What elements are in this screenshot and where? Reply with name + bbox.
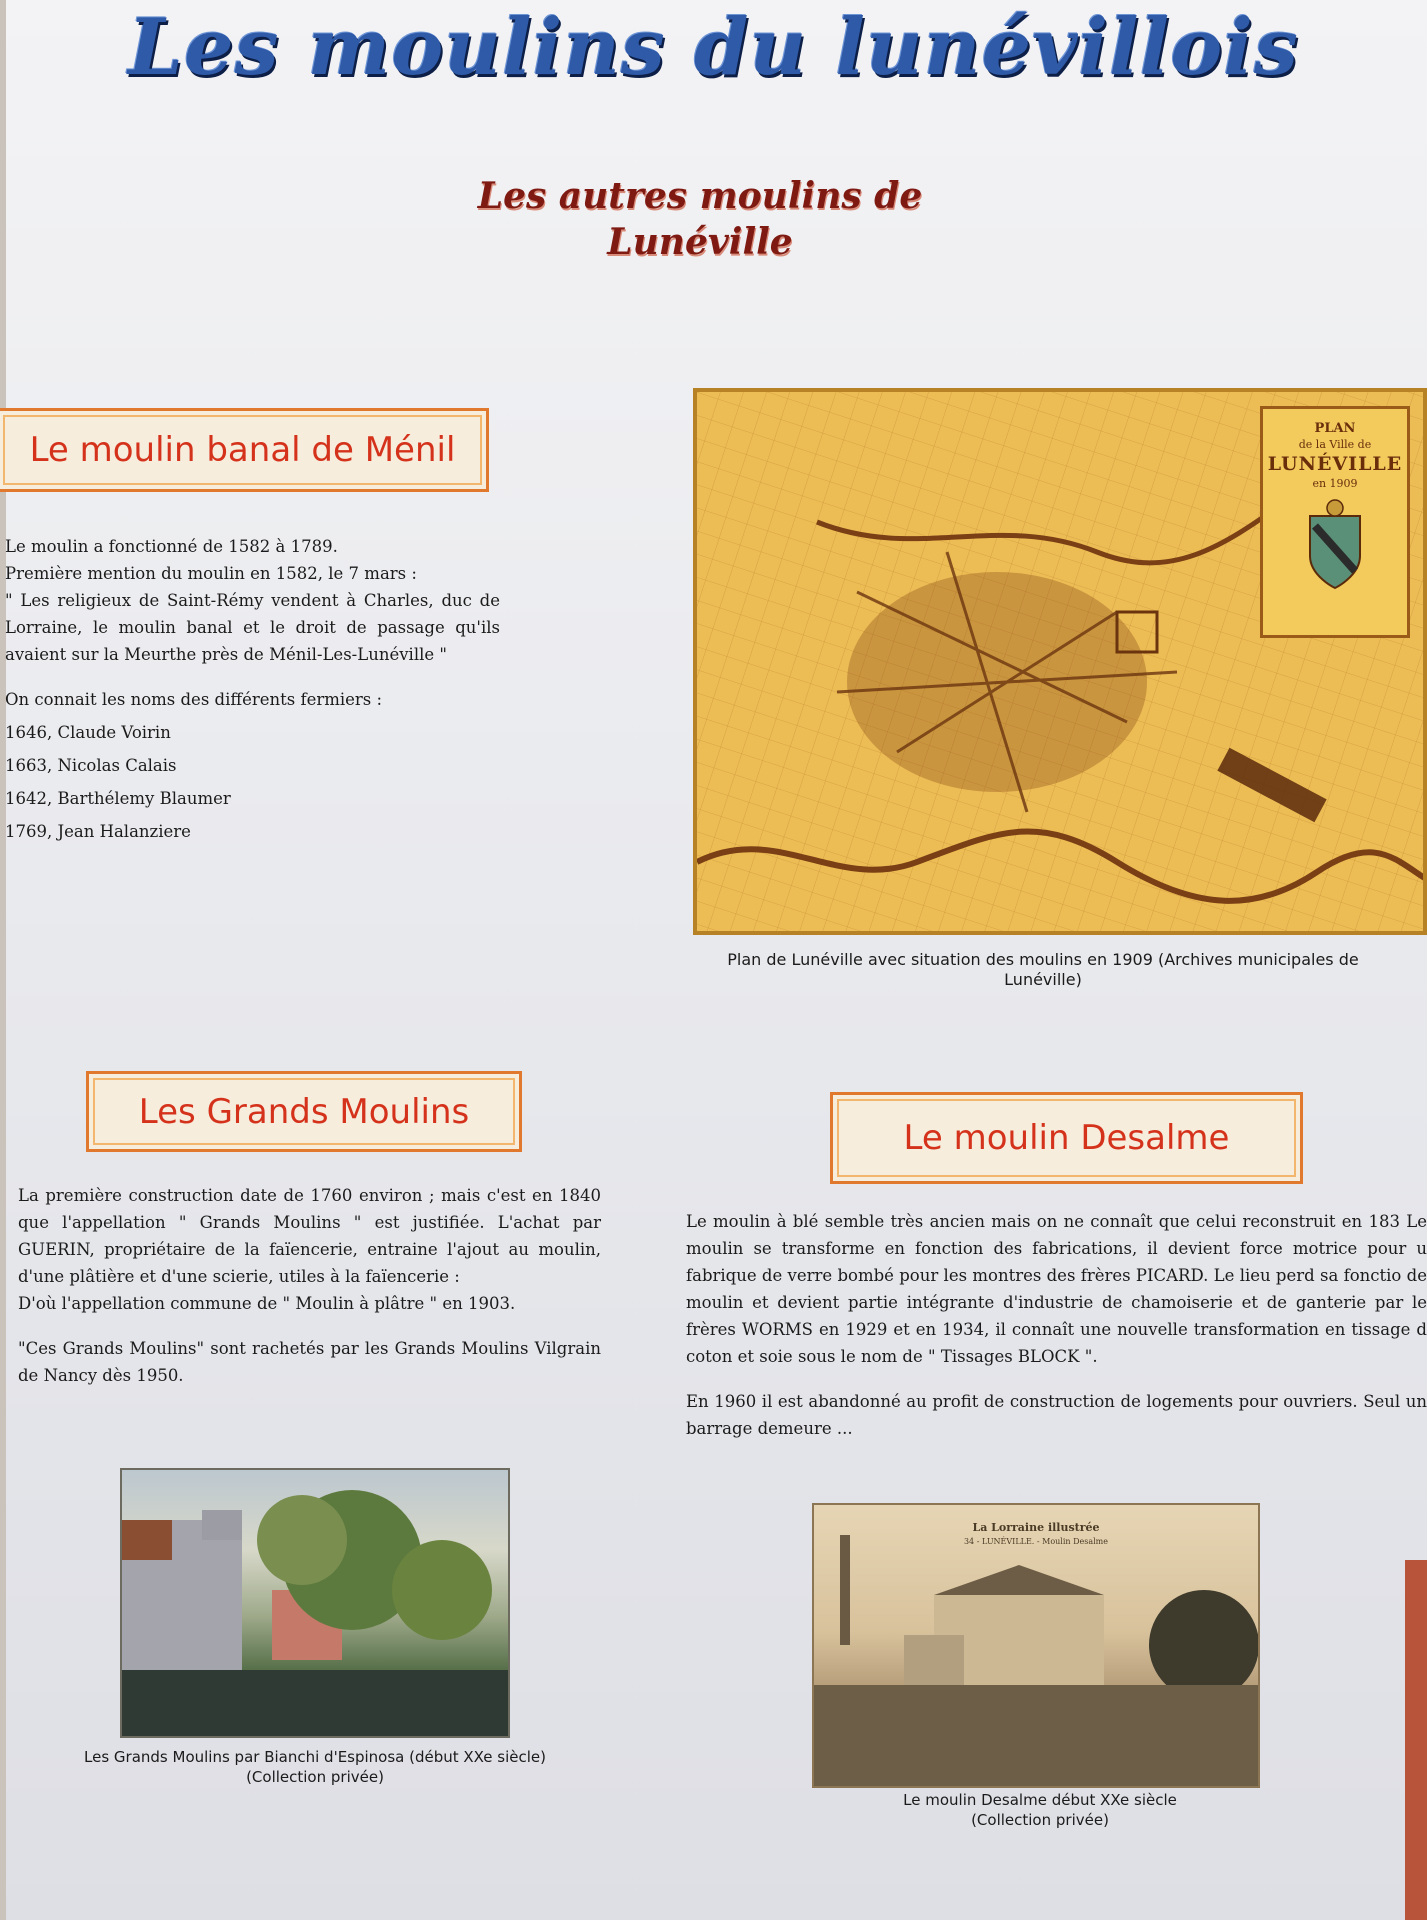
heading-menil: Le moulin banal de Ménil <box>0 408 489 492</box>
heading-desalme: Le moulin Desalme <box>830 1092 1303 1184</box>
legend-de: de la Ville de <box>1298 438 1372 451</box>
painting-caption <box>80 1747 550 1787</box>
coat-of-arms-icon <box>1290 496 1380 596</box>
subtitle-line-1: Les autres moulins de <box>477 175 923 217</box>
desalme-p1: Le moulin à blé semble très ancien mais on ne connaît que celui reconstruit en 183 Le moulin se transforme en fonction des fabrications, il devient force motrice pour u fabrique de verre bombé pour les montres des frères PICARD. Le lieu perd sa fonctio de moulin et devient partie intégrante d'industrie de chamoiserie et de ganterie par le frères WORMS en 1929 et en 1934, il connaît une nouvelle transformation en tissage d coton et soie sous le nom de " Tissages BLOCK ". <box>686 1212 1427 1366</box>
heading-grands-moulins: Les Grands Moulins <box>86 1071 522 1152</box>
postcard-caption <box>850 1790 1230 1830</box>
painting-caption-line2: (Collection privée) <box>246 1768 384 1786</box>
desalme-postcard <box>812 1503 1260 1788</box>
postcard-subtitle: 34 - LUNÉVILLE. - Moulin Desalme <box>963 1537 1109 1546</box>
grands-p2: D'où l'appellation commune de " Moulin à plâtre " en 1903. <box>18 1294 516 1313</box>
farmer-1: 1646, Claude Voirin <box>5 723 171 742</box>
postcard-drawing <box>814 1505 1260 1788</box>
farmer-4: 1769, Jean Halanziere <box>5 822 191 841</box>
grands-moulins-text <box>18 1182 601 1389</box>
page-subtitle <box>450 173 950 265</box>
legend-plan: PLAN <box>1314 421 1356 436</box>
menil-p4: On connait les noms des différents fermiers : <box>5 690 383 709</box>
map-legend <box>1260 406 1410 638</box>
menil-p2: Première mention du moulin en 1582, le 7 mars : <box>5 564 417 583</box>
grands-p3: "Ces Grands Moulins" sont rachetés par les Grands Moulins Vilgrain de Nancy dès 1950. <box>18 1339 601 1385</box>
menil-p1: Le moulin a fonctionné de 1582 à 1789. <box>5 537 338 556</box>
page-title: Les moulins du lunévillois <box>128 2 1299 93</box>
panel-left-edge <box>0 0 6 1920</box>
legend-year: en 1909 <box>1312 477 1358 490</box>
subtitle-line-2: Lunéville <box>607 221 793 263</box>
farmer-2: 1663, Nicolas Calais <box>5 756 177 775</box>
grands-p1: La première construction date de 1760 environ ; mais c'est en 1840 que l'appellation " Grands Moulins " est justifiée. L'achat par GUERIN, propriétaire de la faïencerie, entraine l'ajout au moulin, d'une plâtière et d'une scierie, utiles à la faïencerie : <box>18 1186 601 1286</box>
menil-p3: " Les religieux de Saint-Rémy vendent à Charles, duc de Lorraine, le moulin banal et le droit de passage qu'ils avaient sur la Meurthe près de Ménil-Les-Lunéville " <box>5 591 500 664</box>
postcard-caption-line2: (Collection privée) <box>971 1811 1109 1829</box>
legend-city: LUNÉVILLE <box>1267 453 1403 475</box>
postcard-caption-line1: Le moulin Desalme début XXe siècle <box>903 1791 1177 1809</box>
menil-text <box>5 533 500 845</box>
grands-moulins-painting <box>120 1468 510 1738</box>
desalme-text <box>686 1208 1427 1442</box>
farmer-3: 1642, Barthélemy Blaumer <box>5 789 231 808</box>
desalme-p2: En 1960 il est abandonné au profit de construction de logements pour ouvriers. Seul un barrage demeure ... <box>686 1392 1427 1438</box>
wall-edge <box>1405 1560 1427 1920</box>
painting-drawing <box>122 1470 510 1738</box>
map-image <box>693 388 1427 935</box>
painting-caption-line1: Les Grands Moulins par Bianchi d'Espinosa (début XXe siècle) <box>84 1748 546 1766</box>
map-caption: Plan de Lunéville avec situation des moulins en 1909 (Archives municipales de Lunéville) <box>727 950 1359 989</box>
postcard-title: La Lorraine illustrée <box>972 1521 1100 1534</box>
